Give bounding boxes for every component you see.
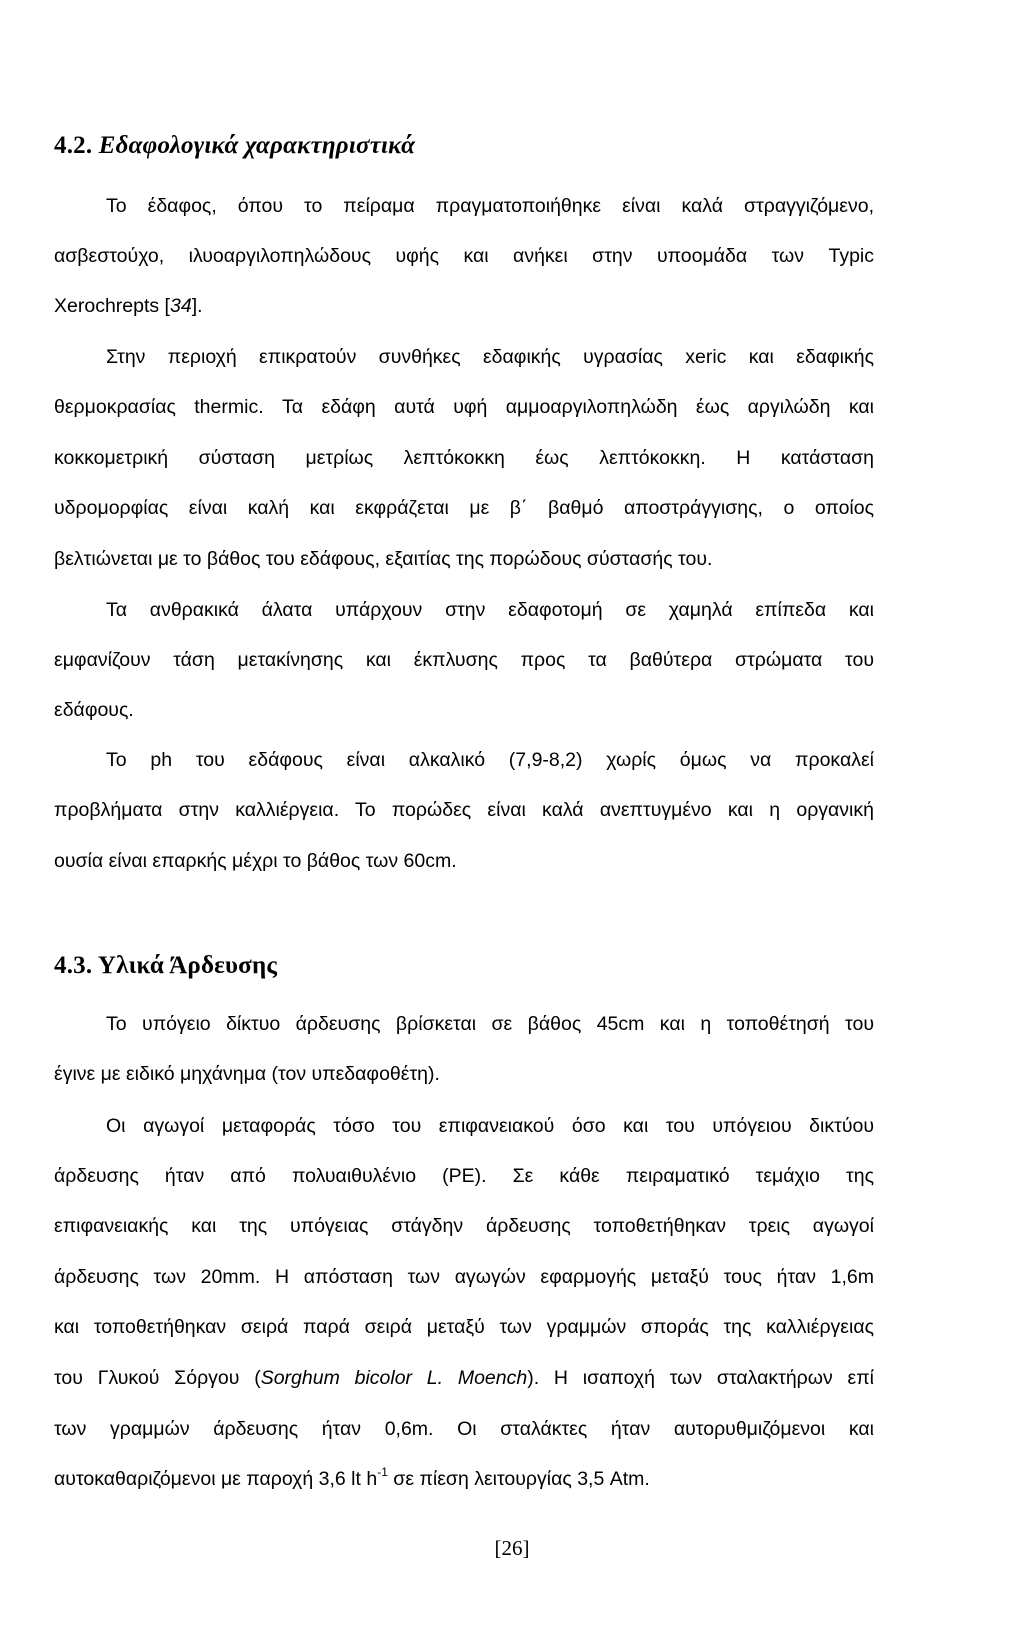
section-number: 4.3.	[54, 952, 93, 979]
citation-ref: 34	[169, 295, 192, 317]
paragraph-line: Το ph του εδάφους είναι αλκαλικό (7,9-8,2) χωρίς όμως να προκαλεί	[106, 749, 874, 771]
paragraph-line: αυτοκαθαριζόμενοι με παροχή 3,6 lt $h^{-1}$ σε πίεση λειτουργίας 3,5 Atm.	[54, 1465, 650, 1490]
paragraph-line: βελτιώνεται με το βάθος του εδάφους, εξαιτίας της πορώδους σύστασής του.	[54, 548, 713, 570]
section-title: Υλικά Άρδευσης	[97, 952, 278, 979]
section-title: Εδαφολογικά χαρακτηριστικά	[98, 132, 416, 159]
section-heading-4-2	[54, 132, 415, 160]
paragraph-line: θερμοκρασίας thermic. Τα εδάφη αυτά υφή αμμοαργιλοπηλώδη έως αργιλώδη και	[54, 396, 874, 418]
paragraph-line: Το υπόγειο δίκτυο άρδευσης βρίσκεται σε βάθος 45cm και η τοποθέτησή του	[106, 1013, 874, 1035]
paragraph-line: και τοποθετήθηκαν σειρά παρά σειρά μεταξύ των γραμμών σποράς της καλλιέργειας	[54, 1316, 874, 1338]
paragraph-line: έγινε με ειδικό μηχάνημα (τον υπεδαφοθέτη).	[54, 1063, 440, 1085]
section-number: 4.2.	[54, 132, 93, 159]
superscript: -1	[377, 1465, 388, 1479]
paragraph-line: ασβεστούχο, ιλυοαργιλοπηλώδους υφής και ανήκει στην υποομάδα των Typic	[54, 245, 874, 267]
scientific-name: Sorghum bicolor L. Moench	[260, 1367, 528, 1389]
paragraph-line: Στην περιοχή επικρατούν συνθήκες εδαφικής υγρασίας xeric και εδαφικής	[106, 346, 874, 368]
paragraph-line: επιφανειακής και της υπόγειας στάγδην άρδευσης τοποθετήθηκαν τρεις αγωγοί	[54, 1215, 874, 1237]
paragraph-line: Xerochrepts [34].	[54, 295, 203, 317]
paragraph-line: ουσία είναι επαρκής μέχρι το βάθος των 60cm.	[54, 850, 457, 872]
paragraph-line: προβλήματα στην καλλιέργεια. Το πορώδες είναι καλά ανεπτυγμένο και η οργανική	[54, 799, 874, 821]
paragraph-line: κοκκομετρική σύσταση μετρίως λεπτόκοκκη έως λεπτόκοκκη. Η κατάσταση	[54, 447, 874, 469]
paragraph-line: Τα ανθρακικά άλατα υπάρχουν στην εδαφοτομή σε χαμηλά επίπεδα και	[106, 599, 874, 621]
paragraph-line: των γραμμών άρδευσης ήταν 0,6m. Οι σταλάκτες ήταν αυτορυθμιζόμενοι και	[54, 1418, 874, 1440]
paragraph-line: Οι αγωγοί μεταφοράς τόσο του επιφανειακού όσο και του υπόγειου δικτύου	[106, 1115, 874, 1137]
paragraph-line: εδάφους.	[54, 699, 134, 721]
paragraph-line: υδρομορφίας είναι καλή και εκφράζεται με β΄ βαθμό αποστράγγισης, ο οποίος	[54, 497, 874, 519]
paragraph-line: Το έδαφος, όπου το πείραμα πραγματοποιήθηκε είναι καλά στραγγιζόμενο,	[106, 195, 874, 217]
paragraph-line: εμφανίζουν τάση μετακίνησης και έκπλυσης προς τα βαθύτερα στρώματα του	[54, 649, 874, 671]
page-number: [26]	[494, 1536, 530, 1560]
paragraph-line: άρδευσης ήταν από πολυαιθυλένιο (PE). Σε κάθε πειραματικό τεμάχιο της	[54, 1165, 874, 1187]
paragraph-line: του Γλυκού Σόργου (Sorghum bicolor L. Moench). Η ισαποχή των σταλακτήρων επί	[54, 1367, 874, 1389]
section-heading-4-3	[54, 952, 277, 980]
paragraph-line: άρδευσης των 20mm. Η απόσταση των αγωγών εφαρμογής μεταξύ τους ήταν 1,6m	[54, 1266, 874, 1288]
